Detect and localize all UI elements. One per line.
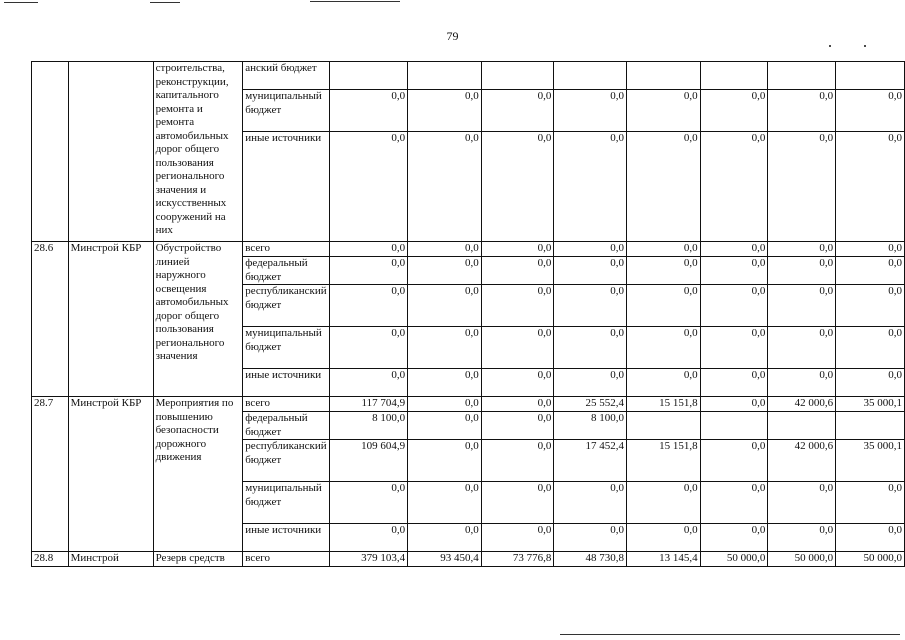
description-cell: Резерв средств (153, 552, 243, 567)
value-cell: 0,0 (481, 440, 554, 482)
value-cell: 0,0 (329, 482, 407, 524)
source-cell: иные источники (243, 369, 329, 397)
value-cell: 0,0 (408, 132, 482, 242)
value-cell: 0,0 (554, 242, 627, 257)
value-cell: 73 776,8 (481, 552, 554, 567)
value-cell: 0,0 (836, 132, 905, 242)
value-cell: 0,0 (768, 482, 836, 524)
value-cell: 0,0 (408, 369, 482, 397)
value-cell: 0,0 (836, 327, 905, 369)
value-cell: 15 151,8 (626, 397, 700, 412)
source-cell: всего (243, 552, 329, 567)
value-cell: 0,0 (329, 242, 407, 257)
value-cell: 0,0 (836, 524, 905, 552)
source-cell: республиканский бюджет (243, 440, 329, 482)
value-cell: 0,0 (626, 327, 700, 369)
scan-line (4, 2, 38, 3)
table-row (32, 552, 905, 567)
scan-line (560, 634, 900, 635)
value-cell: 0,0 (554, 369, 627, 397)
description-cell: Обустройство линией наружного освещения автомобильных дорог общего пользования регионального значения (153, 242, 243, 397)
scan-line (150, 2, 180, 3)
value-cell: 117 704,9 (329, 397, 407, 412)
value-cell: 0,0 (836, 90, 905, 132)
value-cell: 15 151,8 (626, 440, 700, 482)
value-cell (626, 412, 700, 440)
value-cell: 0,0 (700, 257, 768, 285)
value-cell: 50 000,0 (768, 552, 836, 567)
value-cell: 0,0 (768, 327, 836, 369)
value-cell (329, 62, 407, 90)
value-cell (700, 412, 768, 440)
value-cell: 0,0 (329, 90, 407, 132)
table-row (32, 397, 905, 412)
description-cell: Мероприятия по повышению безопасности дорожного движения (153, 397, 243, 552)
value-cell: 0,0 (768, 285, 836, 327)
value-cell: 0,0 (836, 369, 905, 397)
source-cell: федеральный бюджет (243, 412, 329, 440)
value-cell: 0,0 (768, 242, 836, 257)
id-cell: 28.6 (32, 242, 69, 397)
value-cell: 0,0 (700, 440, 768, 482)
value-cell: 0,0 (408, 285, 482, 327)
value-cell: 0,0 (700, 285, 768, 327)
value-cell: 0,0 (700, 482, 768, 524)
value-cell: 0,0 (408, 257, 482, 285)
value-cell: 0,0 (700, 327, 768, 369)
value-cell: 25 552,4 (554, 397, 627, 412)
source-cell: федеральный бюджет (243, 257, 329, 285)
value-cell: 0,0 (626, 257, 700, 285)
value-cell: 35 000,1 (836, 440, 905, 482)
budget-table (31, 61, 905, 567)
value-cell: 0,0 (554, 524, 627, 552)
value-cell: 0,0 (554, 327, 627, 369)
value-cell: 0,0 (626, 482, 700, 524)
value-cell: 0,0 (408, 482, 482, 524)
value-cell: 0,0 (700, 132, 768, 242)
value-cell: 0,0 (768, 369, 836, 397)
value-cell (408, 62, 482, 90)
value-cell: 0,0 (481, 90, 554, 132)
page-number: 79 (446, 29, 459, 43)
source-cell: всего (243, 242, 329, 257)
value-cell: 42 000,6 (768, 440, 836, 482)
value-cell: 0,0 (836, 257, 905, 285)
value-cell: 0,0 (768, 257, 836, 285)
value-cell: 0,0 (329, 132, 407, 242)
value-cell: 0,0 (408, 440, 482, 482)
value-cell: 0,0 (554, 90, 627, 132)
value-cell (700, 62, 768, 90)
source-cell: всего (243, 397, 329, 412)
executor-cell (68, 62, 153, 242)
value-cell: 13 145,4 (626, 552, 700, 567)
value-cell: 0,0 (481, 285, 554, 327)
value-cell: 35 000,1 (836, 397, 905, 412)
value-cell: 0,0 (408, 327, 482, 369)
value-cell: 0,0 (700, 242, 768, 257)
description-cell: строительства, реконструкции, капитального ремонта и ремонта автомобильных дорог общего пользования регионального значения и искусственных сооружений на них (153, 62, 243, 242)
value-cell: 42 000,6 (768, 397, 836, 412)
scan-line (310, 1, 400, 2)
value-cell: 0,0 (329, 285, 407, 327)
id-cell: 28.7 (32, 397, 69, 552)
value-cell (768, 412, 836, 440)
source-cell: анский бюджет (243, 62, 329, 90)
value-cell: 0,0 (626, 90, 700, 132)
value-cell: 379 103,4 (329, 552, 407, 567)
value-cell: 0,0 (329, 327, 407, 369)
source-cell: муниципальный бюджет (243, 90, 329, 132)
value-cell: 0,0 (481, 412, 554, 440)
value-cell: 0,0 (836, 285, 905, 327)
value-cell: 17 452,4 (554, 440, 627, 482)
source-cell: республиканский бюджет (243, 285, 329, 327)
table-row (32, 62, 905, 90)
value-cell: 0,0 (626, 242, 700, 257)
value-cell: 50 000,0 (700, 552, 768, 567)
value-cell: 0,0 (481, 524, 554, 552)
value-cell: 0,0 (481, 482, 554, 524)
id-cell: 28.8 (32, 552, 69, 567)
value-cell: 93 450,4 (408, 552, 482, 567)
table-row (32, 242, 905, 257)
value-cell: 0,0 (700, 369, 768, 397)
value-cell: 0,0 (329, 369, 407, 397)
value-cell: 0,0 (554, 285, 627, 327)
value-cell: 0,0 (768, 524, 836, 552)
value-cell: 0,0 (554, 482, 627, 524)
executor-cell: Минстрой КБР (68, 242, 153, 397)
value-cell: 0,0 (700, 524, 768, 552)
value-cell: 0,0 (626, 524, 700, 552)
value-cell: 0,0 (700, 90, 768, 132)
value-cell: 0,0 (329, 257, 407, 285)
value-cell: 0,0 (408, 90, 482, 132)
value-cell: 0,0 (626, 132, 700, 242)
value-cell: 0,0 (836, 482, 905, 524)
source-cell: муниципальный бюджет (243, 482, 329, 524)
value-cell: 8 100,0 (554, 412, 627, 440)
source-cell: иные источники (243, 132, 329, 242)
value-cell: 0,0 (408, 397, 482, 412)
value-cell: 0,0 (554, 132, 627, 242)
value-cell: 0,0 (626, 285, 700, 327)
executor-cell: Минстрой КБР (68, 397, 153, 552)
value-cell: 0,0 (481, 369, 554, 397)
id-cell (32, 62, 69, 242)
value-cell: 0,0 (481, 132, 554, 242)
executor-cell: Минстрой (68, 552, 153, 567)
value-cell: 0,0 (768, 132, 836, 242)
value-cell (836, 412, 905, 440)
value-cell (626, 62, 700, 90)
value-cell (481, 62, 554, 90)
value-cell: 0,0 (481, 327, 554, 369)
value-cell: 109 604,9 (329, 440, 407, 482)
value-cell: 50 000,0 (836, 552, 905, 567)
value-cell: 0,0 (768, 90, 836, 132)
scan-dot (829, 45, 831, 47)
value-cell: 0,0 (836, 242, 905, 257)
value-cell: 0,0 (329, 524, 407, 552)
value-cell: 0,0 (408, 524, 482, 552)
value-cell (836, 62, 905, 90)
value-cell (768, 62, 836, 90)
source-cell: иные источники (243, 524, 329, 552)
value-cell (554, 62, 627, 90)
value-cell: 8 100,0 (329, 412, 407, 440)
value-cell: 0,0 (481, 257, 554, 285)
value-cell: 0,0 (481, 242, 554, 257)
value-cell: 0,0 (626, 369, 700, 397)
value-cell: 0,0 (408, 412, 482, 440)
scan-dot (864, 45, 866, 47)
value-cell: 0,0 (408, 242, 482, 257)
value-cell: 48 730,8 (554, 552, 627, 567)
value-cell: 0,0 (700, 397, 768, 412)
value-cell: 0,0 (554, 257, 627, 285)
source-cell: муниципальный бюджет (243, 327, 329, 369)
value-cell: 0,0 (481, 397, 554, 412)
